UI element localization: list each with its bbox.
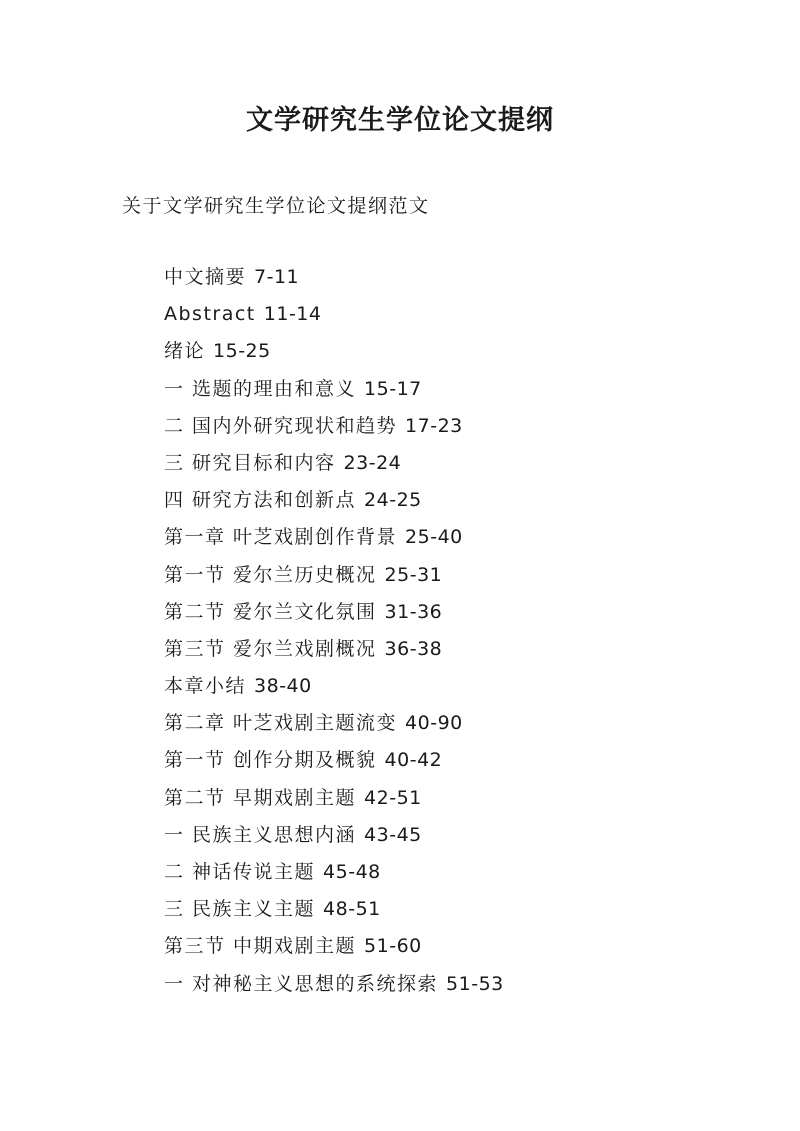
toc-entry: [164, 894, 504, 931]
toc-entry-pages: 11-14: [263, 303, 322, 326]
toc-entry-pages: 43-45: [364, 823, 422, 846]
toc-entry-label: 第一章 叶芝戏剧创作背景: [164, 526, 398, 549]
toc-entry-pages: 25-40: [405, 526, 463, 549]
toc-entry-pages: 24-25: [364, 489, 422, 512]
toc-entry-pages: 51-60: [364, 935, 422, 958]
toc-entry-label: 第二章 叶芝戏剧主题流变: [164, 712, 398, 735]
document-title: 文学研究生学位论文提纲: [246, 105, 554, 136]
toc-entry-label: 第一节 爱尔兰历史概况: [164, 563, 377, 586]
toc-entry-pages: 40-42: [384, 749, 443, 772]
toc-entry: [164, 411, 504, 448]
toc-entry: [164, 783, 504, 820]
toc-entry-pages: 23-24: [343, 451, 402, 474]
toc-entry-pages: 42-51: [364, 786, 422, 809]
toc-entry-label: 第三节 爱尔兰戏剧概况: [164, 637, 377, 660]
toc-entry-label: 四 研究方法和创新点: [164, 489, 357, 512]
toc-entry: [164, 560, 504, 597]
toc-entry-label: 第二节 爱尔兰文化氛围: [164, 600, 377, 623]
toc-entry-label: 二 国内外研究现状和趋势: [164, 414, 398, 437]
toc-entry: [164, 336, 504, 373]
toc-entry: [164, 931, 504, 968]
toc-entry-label: 第三节 中期戏剧主题: [164, 935, 357, 958]
toc-entry: [164, 597, 504, 634]
toc-entry-pages: 36-38: [384, 637, 443, 660]
toc-entry: [164, 634, 504, 671]
toc-entry-pages: 45-48: [323, 861, 381, 883]
toc-entry-label: 三 研究目标和内容: [164, 451, 336, 474]
toc-entry-label: 中文摘要: [164, 266, 247, 288]
toc-entry-label: 一 民族主义思想内涵: [164, 823, 357, 846]
toc-entry-label: 绪论: [164, 340, 206, 363]
toc-entry-pages: 7-11: [254, 266, 300, 288]
toc-entry-label: 本章小结: [164, 675, 247, 698]
toc-entry-label: 三 民族主义主题: [164, 898, 316, 921]
toc-entry: [164, 522, 504, 559]
toc-entry-pages: 48-51: [323, 898, 381, 921]
toc-entry: [164, 299, 504, 336]
toc-entry-pages: 38-40: [254, 675, 312, 698]
toc-entry-pages: 40-90: [405, 712, 463, 735]
toc-entry-label: Abstract: [164, 303, 256, 326]
table-of-contents: [164, 262, 504, 1006]
toc-entry-label: 一 对神秘主义思想的系统探索: [164, 972, 439, 995]
toc-entry-pages: 15-17: [364, 377, 422, 400]
toc-entry: [164, 485, 504, 522]
toc-entry-pages: 51-53: [446, 972, 504, 995]
toc-entry-label: 二 神话传说主题: [164, 861, 316, 883]
toc-entry: [164, 969, 504, 1006]
toc-entry: [164, 262, 504, 299]
toc-entry-pages: 25-31: [384, 563, 443, 586]
toc-entry: [164, 374, 504, 411]
toc-entry: [164, 820, 504, 857]
toc-entry: [164, 708, 504, 745]
toc-entry: [164, 745, 504, 782]
toc-entry-label: 一 选题的理由和意义: [164, 377, 357, 400]
document-subtitle: 关于文学研究生学位论文提纲范文: [122, 195, 430, 217]
toc-entry-pages: 31-36: [384, 600, 443, 623]
toc-entry-pages: 17-23: [405, 414, 463, 437]
toc-entry: [164, 448, 504, 485]
toc-entry-pages: 15-25: [213, 340, 271, 363]
toc-entry: [164, 857, 504, 894]
toc-entry-label: 第二节 早期戏剧主题: [164, 786, 357, 809]
toc-entry-label: 第一节 创作分期及概貌: [164, 749, 377, 772]
toc-entry: [164, 671, 504, 708]
